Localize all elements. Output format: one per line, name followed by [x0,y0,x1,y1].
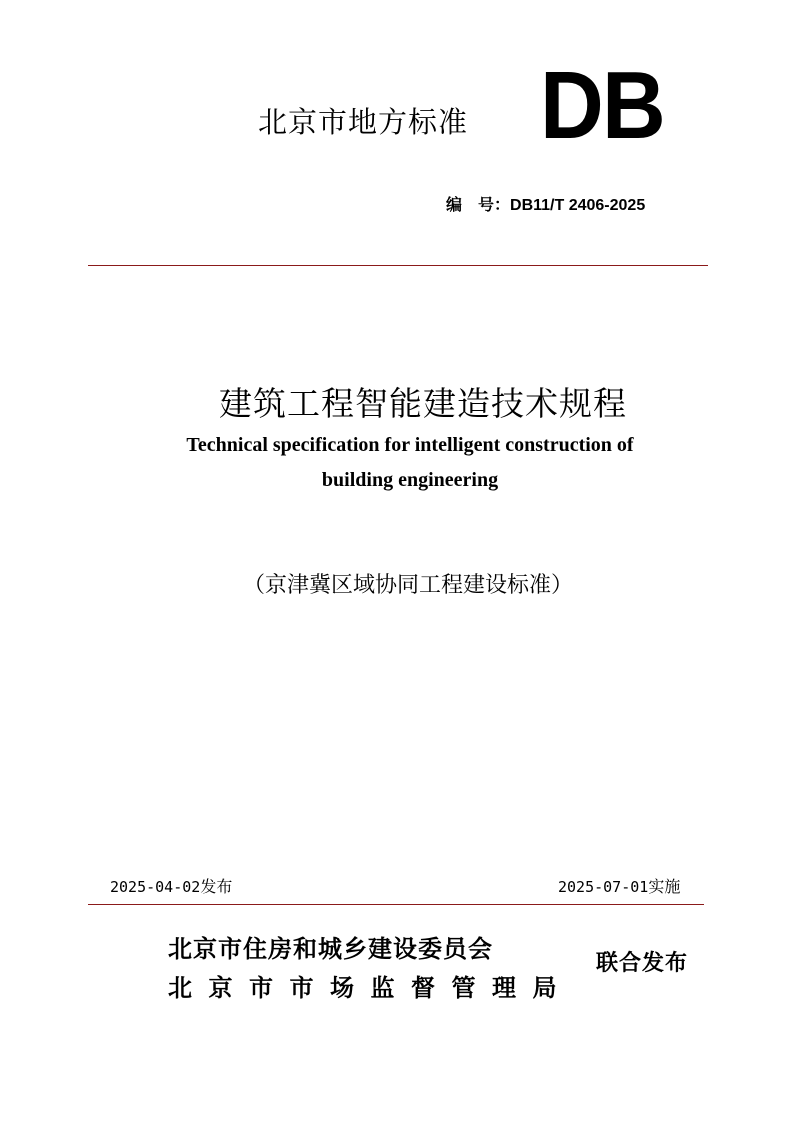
title-english-line2: building engineering [321,469,499,491]
db-logo: DB [540,52,664,159]
title-chinese: 建筑工程智能建造技术规程 [219,384,627,423]
implement-date [558,874,680,897]
issue-date-value: 2025-04-02 [110,878,201,896]
bottom-divider [88,904,704,905]
standard-number [446,192,645,215]
implement-date-label: 实施 [648,877,681,896]
title-english-line1: Technical specification for intelligent construction of [186,434,634,456]
standard-type-label: 北京市地方标准 [258,105,469,139]
joint-issue-label: 联合发布 [596,950,689,976]
issuer-line2: 北京市市场监督管理局 [168,973,573,1002]
standard-number-label: 编 号： [446,195,511,214]
standard-number-value: DB11/T 2406-2025 [510,197,646,214]
top-divider [88,265,708,266]
subtitle: （京津冀区域协同工程建设标准） [242,573,573,598]
issue-date-label: 发布 [200,877,233,896]
issuer-line1: 北京市住房和城乡建设委员会 [168,934,493,963]
implement-date-value: 2025-07-01 [558,878,649,896]
issue-date [110,874,232,897]
